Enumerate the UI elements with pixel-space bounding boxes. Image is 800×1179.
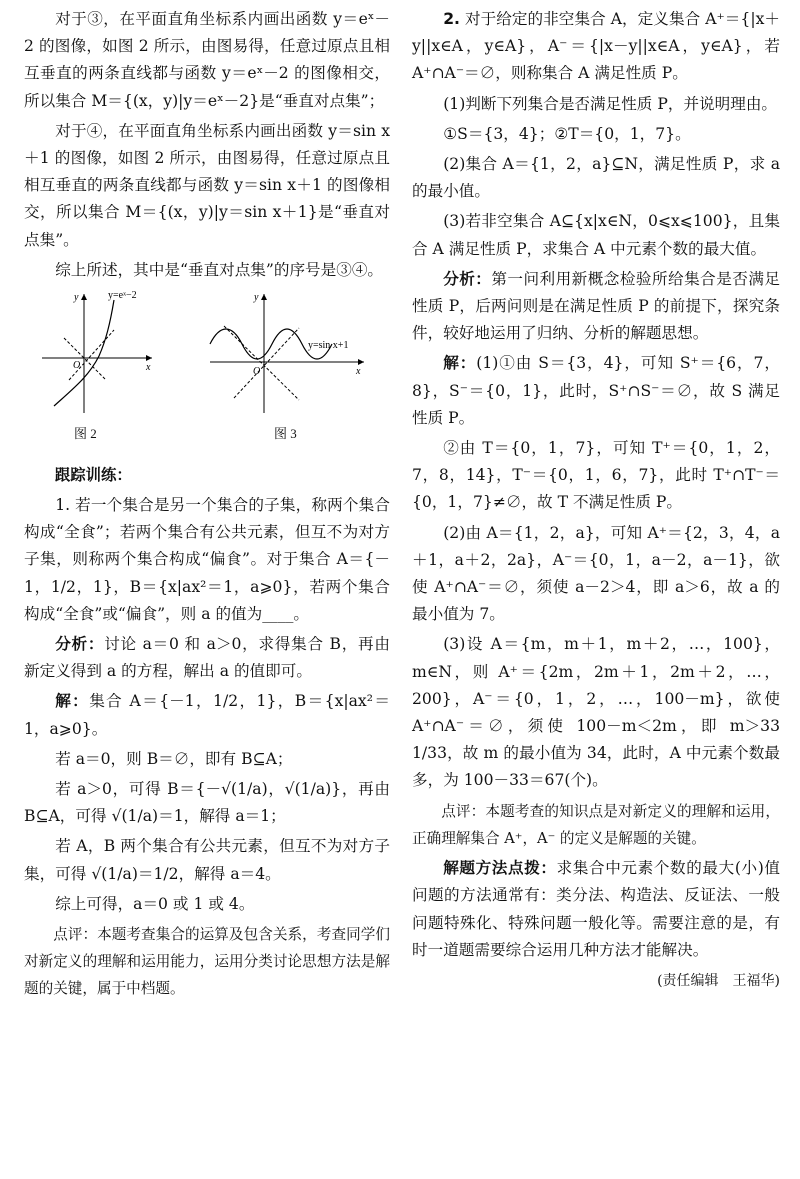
solution-step: 若 A，B 两个集合有公共元素，但互不为对方子集，可得 √(1/a)＝1/2，解得 a＝4。 (24, 837, 390, 883)
analysis-text: 讨论 a＝0 和 a＞0，求得集合 B，再由新定义得到 a 的方程，解出 a 的值即可。 (24, 635, 390, 681)
editor-credit: (责任编辑 王福华) (657, 972, 780, 989)
figure-3-curve-label: y=sin x+1 (308, 340, 349, 352)
question-2-text: 对于给定的非空集合 A，定义集合 A⁺＝{|x＋y||x∈A，y∈A}，A⁻＝{|x－y||x∈A，y∈A}，若 A⁺∩A⁻＝∅，则称集合 A 满足性质 P。 (412, 10, 780, 83)
figure-2-x-label: x (146, 362, 151, 374)
figure-2-curve-label: y=eˣ−2 (108, 290, 137, 302)
figure-3 (204, 288, 384, 418)
paragraph-item4: 对于④，在平面直角坐标系内画出函数 y＝sin x＋1 的图像，如图 2 所示，由图易得，任意过原点且相互垂直的两条直线都与函数 y＝sin x＋1 的图像相交，所以集合 M＝{(x，y)|y＝sin x＋1}是“垂直对点集”。 (24, 121, 390, 249)
solution-label: 解： (55, 692, 90, 711)
method-label: 解题方法点拨： (443, 859, 557, 878)
figure-2-y-label: y (74, 292, 79, 304)
comment-label: 点评： (441, 802, 486, 820)
question-2 (412, 6, 780, 88)
figure-3-y-label: y (254, 292, 259, 304)
solution-step: (2)由 A＝{1，2，a}，可知 A⁺＝{2，3，4，a＋1，a＋2，2a}，A⁻＝{0，1，a－2，a－1}，欲使 A⁺∩A⁻＝∅，须使 a－2＞4，即 a＞6，故 a 的最小值为 7。 (412, 523, 780, 624)
analysis-label: 分析： (443, 269, 492, 288)
analysis-label: 分析： (55, 635, 105, 654)
question-2-part-2: (2)集合 A＝{1，2，a}⊆N，满足性质 P，求 a 的最小值。 (412, 155, 780, 201)
solution-step: ②由 T＝{0，1，7}，可知 T⁺＝{0，1，2，7，8，14}，T⁻＝{0，1，6，7}，此时 T⁺∩T⁻＝{0，1，7}≠∅，故 T 不满足性质 P。 (412, 439, 780, 512)
solution-1 (24, 688, 390, 742)
solution-step: 若 a＞0，可得 B＝{－√(1/a)，√(1/a)}，再由 B⊆A，可得 √(1/a)＝1，解得 a＝1； (24, 780, 390, 826)
solution-conclusion: 综上可得，a＝0 或 1 或 4。 (55, 894, 255, 913)
method-tip (412, 855, 780, 964)
solution-label: 解： (443, 354, 477, 373)
comment-1 (24, 921, 390, 1003)
solution-step: (3)设 A＝{m，m＋1，m＋2，…，100}，m∈N，则 A⁺＝{2m，2m＋1，2m＋2，…，200}，A⁻＝{0，1，2，…，100－m}，欲使 A⁺∩A⁻＝∅，须使 100－m＜2m，即 m＞33 1/33，故 m 的最小值为 34，此时，A 中元素个数最多，为 100－33＝67(个)。 (412, 635, 780, 790)
paragraph-summary: 综上所述，其中是“垂直对点集”的序号是③④。 (55, 260, 384, 279)
figure-2-caption: 图 2 (74, 426, 97, 442)
figure-3-origin-label: O (253, 366, 261, 378)
question-2-number: 2. (443, 10, 460, 28)
section-heading: 跟踪训练： (54, 466, 132, 485)
solution-2 (412, 350, 780, 432)
figure-2-origin-label: O (73, 360, 81, 372)
left-column (24, 6, 390, 1006)
question-1: 1. 若一个集合是另一个集合的子集，称两个集合构成“全食”；若两个集合有公共元素，但互不为对方子集，则称两个集合构成“偏食”。对于集合 A＝{－1，1/2，1}，B＝{x|ax²＝1，a⩾0}，若两个集合构成“全食”或“偏食”，则 a 的值为____。 (24, 496, 390, 623)
figures (24, 288, 390, 458)
analysis-1 (24, 631, 390, 685)
paragraph-item3: 对于③，在平面直角坐标系内画出函数 y＝eˣ－2 的图像，如图 2 所示，由图易得，任意过原点且相互垂直的两条直线都与函数 y＝eˣ－2 的图像相交，所以集合 M＝{(x，y)|y＝eˣ－2}是“垂直对点集”； (24, 10, 390, 110)
question-2-part-1-sets: ①S＝{3，4}；②T＝{0，1，7}。 (443, 124, 691, 143)
comment-2 (412, 798, 780, 852)
comment-text: 本题考查集合的运算及包含关系，考查同学们对新定义的理解和运用能力，运用分类讨论思想方法是解题的关键，属于中档题。 (24, 926, 390, 998)
comment-text: 本题考查的知识点是对新定义的理解和运用，正确理解集合 A⁺，A⁻ 的定义是解题的关键。 (412, 802, 780, 847)
method-text: 求集合中元素个数的最大(小)值问题的方法通常有：类分法、构造法、反证法、一般问题特殊化、特殊问题一般化等。需要注意的是，有时一道题需要综合运用几种方法才能解决。 (412, 859, 780, 959)
question-2-part-3: (3)若非空集合 A⊆{x|x∈N，0⩽x⩽100}，且集合 A 满足性质 P，求集合 A 中元素个数的最大值。 (412, 212, 780, 258)
figure-3-x-label: x (356, 366, 361, 378)
right-column (412, 6, 780, 998)
solution-text: (1)①由 S＝{3，4}，可知 S⁺＝{6，7，8}，S⁻＝{0，1}，此时，S⁺∩S⁻＝∅，故 S 满足性质 P。 (412, 354, 780, 427)
solution-text: 集合 A＝{－1，1/2，1}，B＝{x|ax²＝1，a⩾0}。 (24, 692, 390, 738)
analysis-text: 第一问利用新概念检验所给集合是否满足性质 P，后两问则是在满足性质 P 的前提下，探究条件，较好地运用了归纳、分析的解题思想。 (412, 269, 780, 343)
figure-3-caption: 图 3 (274, 426, 297, 442)
comment-label: 点评： (53, 926, 98, 944)
question-2-part-1: (1)判断下列集合是否满足性质 P，并说明理由。 (443, 94, 778, 113)
solution-step: 若 a＝0，则 B＝∅，即有 B⊆A； (55, 749, 293, 768)
figure-2 (34, 288, 164, 418)
analysis-2 (412, 266, 780, 348)
